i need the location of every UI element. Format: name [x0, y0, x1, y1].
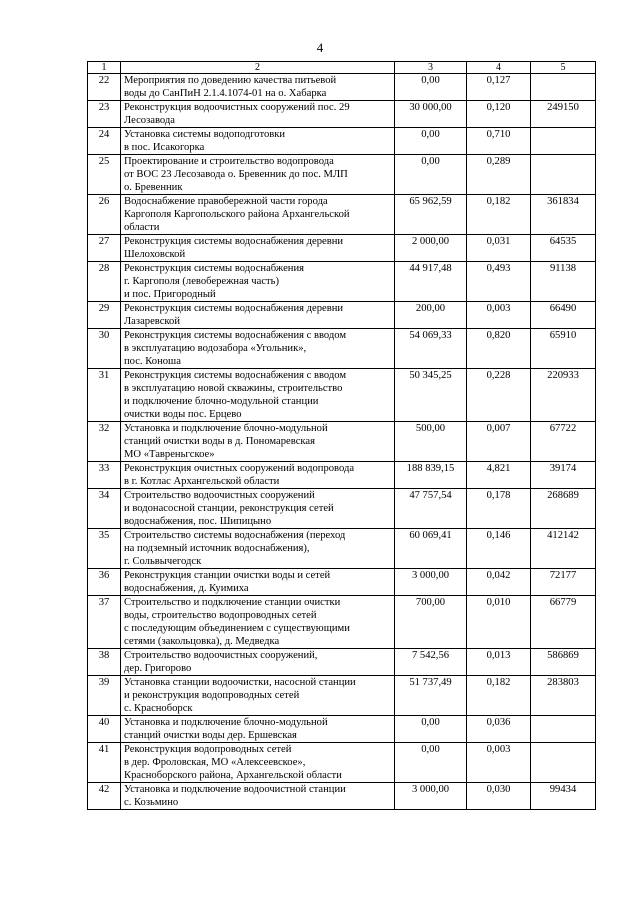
row-value-col4: 4,821 — [467, 462, 531, 489]
row-value-col5: 67722 — [531, 422, 596, 462]
table-row — [88, 369, 596, 422]
description-line: Строительство водоочистных сооружений, — [124, 650, 318, 661]
row-value-col5: 361834 — [531, 195, 596, 235]
table-row — [88, 743, 596, 783]
description-line: Водоснабжение правобережной части города — [124, 196, 328, 207]
row-number: 24 — [88, 128, 121, 155]
row-value-col3: 0,00 — [395, 743, 467, 783]
row-number: 30 — [88, 329, 121, 369]
description-line: Реконструкция системы водоснабжения — [124, 263, 304, 274]
row-number: 26 — [88, 195, 121, 235]
row-description — [121, 101, 395, 128]
description-line: г. Сольвычегодск — [124, 556, 202, 567]
row-value-col4: 0,127 — [467, 74, 531, 101]
description-line: Установка станции водоочистки, насосной станции — [124, 677, 356, 688]
table-row — [88, 155, 596, 195]
description-line: Красноборского района, Архангельской области — [124, 770, 342, 781]
page-number: 4 — [316, 40, 324, 55]
row-description — [121, 422, 395, 462]
row-value-col5: 283803 — [531, 676, 596, 716]
row-value-col4: 0,003 — [467, 743, 531, 783]
description-line: с. Козьмино — [124, 797, 179, 808]
row-number: 42 — [88, 783, 121, 810]
row-number: 25 — [88, 155, 121, 195]
row-number: 37 — [88, 596, 121, 649]
row-value-col3: 50 345,25 — [395, 369, 467, 422]
description-line: Установка и подключение водоочистной станции — [124, 784, 346, 795]
description-line: Реконструкция системы водоснабжения с вводом — [124, 330, 347, 341]
row-description — [121, 462, 395, 489]
row-description — [121, 569, 395, 596]
row-description — [121, 716, 395, 743]
description-line: и подключение блочно-модульной станции — [124, 396, 319, 407]
row-description — [121, 262, 395, 302]
row-description — [121, 128, 395, 155]
description-line: с. Красноборск — [124, 703, 193, 714]
row-value-col3: 30 000,00 — [395, 101, 467, 128]
row-value-col5 — [531, 716, 596, 743]
row-value-col5: 249150 — [531, 101, 596, 128]
row-value-col5: 268689 — [531, 489, 596, 529]
description-line: на подземный источник водоснабжения), — [124, 543, 310, 554]
row-value-col3: 54 069,33 — [395, 329, 467, 369]
row-description — [121, 489, 395, 529]
description-line: г. Каргополя (левобережная часть) — [124, 276, 280, 287]
description-line: водоснабжения, пос. Шипицыно — [124, 516, 272, 527]
table-row — [88, 489, 596, 529]
table-row — [88, 716, 596, 743]
row-value-col4: 0,228 — [467, 369, 531, 422]
row-value-col5 — [531, 743, 596, 783]
description-line: от ВОС 23 Лесозавода о. Бревенник до пос. МЛП — [124, 169, 348, 180]
description-line: Лазаревской — [124, 316, 180, 327]
row-description — [121, 783, 395, 810]
row-value-col3: 3 000,00 — [395, 783, 467, 810]
row-value-col5: 91138 — [531, 262, 596, 302]
description-line: Установка и подключение блочно-модульной — [124, 423, 328, 434]
description-line: с последующим объединением с существующими — [124, 623, 350, 634]
table-row — [88, 649, 596, 676]
description-line: в эксплуатацию водозабора «Угольник», — [124, 343, 307, 354]
description-line: Реконструкция водопроводных сетей — [124, 744, 292, 755]
description-line: в эксплуатацию новой скважины, строительство — [124, 383, 343, 394]
description-line: сетями (закольцовка), д. Медведка — [124, 636, 280, 647]
row-value-col5: 66490 — [531, 302, 596, 329]
table-row — [88, 462, 596, 489]
table-row — [88, 302, 596, 329]
description-line: о. Бревенник — [124, 182, 183, 193]
table-row — [88, 676, 596, 716]
row-value-col5: 64535 — [531, 235, 596, 262]
table-row — [88, 262, 596, 302]
row-description — [121, 302, 395, 329]
description-line: и пос. Пригородный — [124, 289, 216, 300]
row-description — [121, 195, 395, 235]
description-line: Реконструкция системы водоснабжения деревни — [124, 303, 344, 314]
row-number: 41 — [88, 743, 121, 783]
row-value-col5 — [531, 155, 596, 195]
header-cell: 3 — [395, 62, 467, 74]
row-number: 34 — [88, 489, 121, 529]
description-line: и реконструкция водопроводных сетей — [124, 690, 300, 701]
row-value-col4: 0,013 — [467, 649, 531, 676]
row-value-col5: 66779 — [531, 596, 596, 649]
table-row — [88, 783, 596, 810]
description-line: в пос. Исакогорка — [124, 142, 205, 153]
description-line: области — [124, 222, 160, 233]
row-number: 29 — [88, 302, 121, 329]
row-number: 32 — [88, 422, 121, 462]
row-number: 36 — [88, 569, 121, 596]
row-value-col3: 0,00 — [395, 155, 467, 195]
description-line: Лесозавода — [124, 115, 175, 126]
description-line: Строительство и подключение станции очистки — [124, 597, 341, 608]
row-value-col4: 0,146 — [467, 529, 531, 569]
row-value-col4: 0,493 — [467, 262, 531, 302]
description-line: станций очистки воды дер. Ершевская — [124, 730, 297, 741]
row-number: 40 — [88, 716, 121, 743]
row-value-col5 — [531, 74, 596, 101]
description-line: водоснабжения, д. Куимиха — [124, 583, 249, 594]
row-number: 31 — [88, 369, 121, 422]
row-number: 27 — [88, 235, 121, 262]
header-cell: 5 — [531, 62, 596, 74]
row-value-col5: 220933 — [531, 369, 596, 422]
row-value-col3: 2 000,00 — [395, 235, 467, 262]
table-row — [88, 329, 596, 369]
header-cell: 2 — [121, 62, 395, 74]
row-value-col3: 0,00 — [395, 128, 467, 155]
description-line: МО «Тавреньгское» — [124, 449, 215, 460]
description-line: воды до СанПиН 2.1.4.1074-01 на о. Хабарка — [124, 88, 327, 99]
row-value-col3: 500,00 — [395, 422, 467, 462]
row-value-col3: 44 917,48 — [395, 262, 467, 302]
row-value-col4: 0,182 — [467, 676, 531, 716]
description-line: Проектирование и строительство водопровода — [124, 156, 334, 167]
description-line: в г. Котлас Архангельской области — [124, 476, 280, 487]
row-description — [121, 329, 395, 369]
description-line: Установка системы водоподготовки — [124, 129, 286, 140]
row-value-col5 — [531, 128, 596, 155]
row-number: 38 — [88, 649, 121, 676]
row-value-col5: 65910 — [531, 329, 596, 369]
description-line: Установка и подключение блочно-модульной — [124, 717, 328, 728]
description-line: станций очистки воды в д. Пономаревская — [124, 436, 315, 447]
description-line: и водонасосной станции, реконструкция сетей — [124, 503, 334, 514]
row-value-col4: 0,178 — [467, 489, 531, 529]
row-value-col3: 65 962,59 — [395, 195, 467, 235]
description-line: очистки воды пос. Ерцево — [124, 409, 242, 420]
row-value-col5: 72177 — [531, 569, 596, 596]
row-value-col3: 0,00 — [395, 74, 467, 101]
row-value-col5: 39174 — [531, 462, 596, 489]
row-number: 33 — [88, 462, 121, 489]
row-value-col3: 47 757,54 — [395, 489, 467, 529]
table-row — [88, 74, 596, 101]
description-line: в дер. Фроловская, МО «Алексеевское», — [124, 757, 306, 768]
row-value-col3: 0,00 — [395, 716, 467, 743]
table-header-row — [88, 62, 596, 74]
row-value-col4: 0,289 — [467, 155, 531, 195]
row-description — [121, 596, 395, 649]
header-cell: 4 — [467, 62, 531, 74]
row-number: 22 — [88, 74, 121, 101]
row-value-col4: 0,031 — [467, 235, 531, 262]
description-line: Реконструкция системы водоснабжения деревни — [124, 236, 344, 247]
description-line: Реконструкция очистных сооружений водопровода — [124, 463, 355, 474]
row-description — [121, 676, 395, 716]
table-row — [88, 569, 596, 596]
description-line: Шелоховской — [124, 249, 186, 260]
row-description — [121, 155, 395, 195]
row-value-col3: 7 542,56 — [395, 649, 467, 676]
row-value-col4: 0,120 — [467, 101, 531, 128]
table-row — [88, 101, 596, 128]
row-description — [121, 74, 395, 101]
row-number: 39 — [88, 676, 121, 716]
row-value-col3: 60 069,41 — [395, 529, 467, 569]
row-value-col4: 0,042 — [467, 569, 531, 596]
table-row — [88, 596, 596, 649]
row-description — [121, 235, 395, 262]
description-line: Мероприятия по доведению качества питьевой — [124, 75, 337, 86]
row-number: 23 — [88, 101, 121, 128]
description-line: Строительство водоочистных сооружений — [124, 490, 315, 501]
row-description — [121, 529, 395, 569]
row-number: 35 — [88, 529, 121, 569]
table-row — [88, 195, 596, 235]
row-value-col4: 0,010 — [467, 596, 531, 649]
description-line: пос. Коноша — [124, 356, 181, 367]
description-line: Каргополя Каргопольского района Архангельской — [124, 209, 350, 220]
table-row — [88, 529, 596, 569]
row-value-col4: 0,182 — [467, 195, 531, 235]
row-value-col3: 188 839,15 — [395, 462, 467, 489]
row-value-col4: 0,003 — [467, 302, 531, 329]
description-line: дер. Григорово — [124, 663, 192, 674]
row-value-col5: 412142 — [531, 529, 596, 569]
row-value-col5: 586869 — [531, 649, 596, 676]
row-value-col3: 700,00 — [395, 596, 467, 649]
row-value-col3: 200,00 — [395, 302, 467, 329]
row-value-col4: 0,820 — [467, 329, 531, 369]
row-description — [121, 649, 395, 676]
row-value-col4: 0,030 — [467, 783, 531, 810]
description-line: воды, строительство водопроводных сетей — [124, 610, 317, 621]
row-number: 28 — [88, 262, 121, 302]
row-value-col4: 0,710 — [467, 128, 531, 155]
header-cell: 1 — [88, 62, 121, 74]
description-line: Реконструкция станции очистки воды и сетей — [124, 570, 331, 581]
row-value-col3: 51 737,49 — [395, 676, 467, 716]
description-line: Реконструкция водоочистных сооружений пос. 29 — [124, 102, 350, 113]
table-row — [88, 235, 596, 262]
row-value-col3: 3 000,00 — [395, 569, 467, 596]
row-value-col5: 99434 — [531, 783, 596, 810]
row-description — [121, 743, 395, 783]
row-description — [121, 369, 395, 422]
table-row — [88, 422, 596, 462]
description-line: Реконструкция системы водоснабжения с вводом — [124, 370, 347, 381]
description-line: Строительство системы водоснабжения (переход — [124, 530, 346, 541]
data-table — [87, 61, 596, 810]
row-value-col4: 0,036 — [467, 716, 531, 743]
row-value-col4: 0,007 — [467, 422, 531, 462]
table-row — [88, 128, 596, 155]
